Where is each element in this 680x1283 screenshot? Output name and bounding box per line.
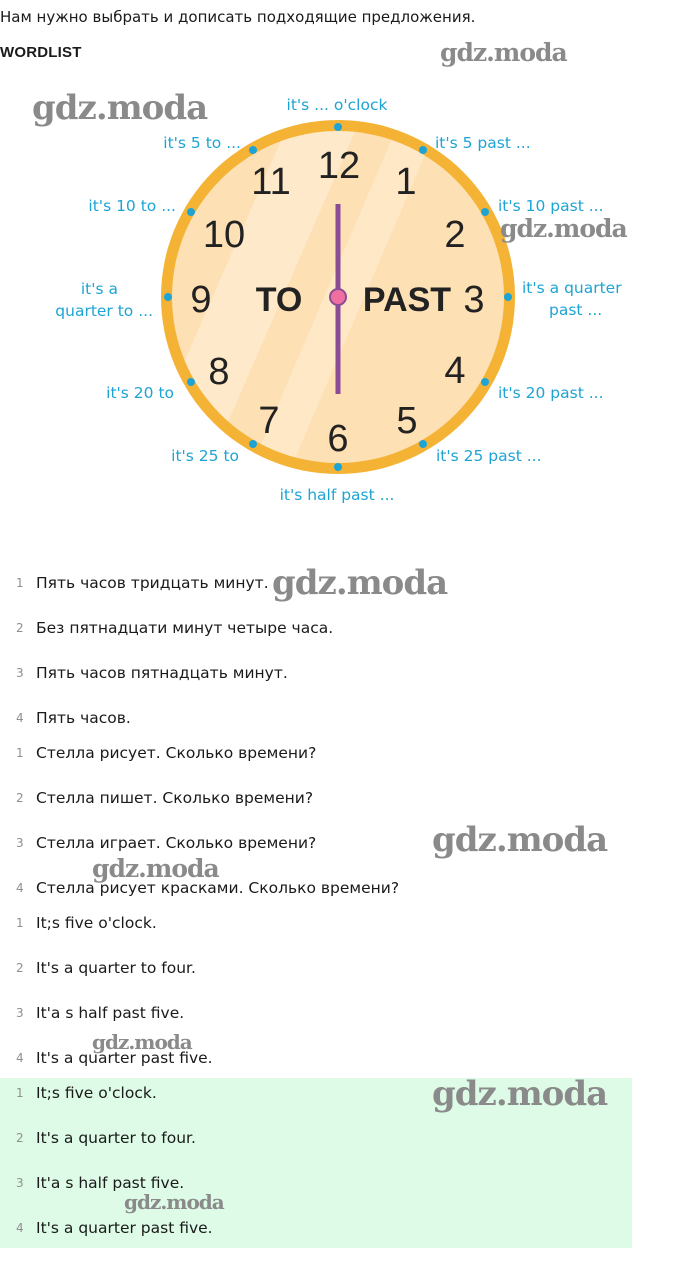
intro-text: Нам нужно выбрать и дописать подходящие предложения. xyxy=(0,8,476,26)
watermark: gdz.moda xyxy=(500,214,627,243)
item-text: Пять часов. xyxy=(36,709,131,727)
watermark: gdz.moda xyxy=(124,1190,224,1214)
item-number: 4 xyxy=(16,881,24,895)
item-number: 4 xyxy=(16,1051,24,1065)
item-text: Стелла рисует. Сколько времени? xyxy=(36,744,317,762)
clock-number-9: 9 xyxy=(190,279,212,321)
watermark: gdz.moda xyxy=(272,563,448,603)
item-number: 1 xyxy=(16,1086,24,1100)
item-number: 2 xyxy=(16,1131,24,1145)
phrase-twenty-to: it's 20 to xyxy=(106,384,174,402)
clock-number-2: 2 xyxy=(444,214,466,256)
watermark: gdz.moda xyxy=(92,854,219,883)
clock-number-3: 3 xyxy=(463,279,485,321)
clock-number-5: 5 xyxy=(396,400,418,442)
item-text: It's a quarter to four. xyxy=(36,1129,196,1147)
clock-past-label: PAST xyxy=(362,281,452,319)
item-text: It;s five o'clock. xyxy=(36,1084,157,1102)
item-text: Пять часов пятнадцать минут. xyxy=(36,664,288,682)
clock-number-10: 10 xyxy=(202,214,246,256)
list-item xyxy=(0,662,640,692)
phrase-five-past: it's 5 past ... xyxy=(435,134,531,152)
clock-number-8: 8 xyxy=(208,351,230,393)
phrase-oclock: it's ... o'clock xyxy=(286,96,388,114)
clock-center xyxy=(330,289,346,305)
clock-number-11: 11 xyxy=(251,161,291,203)
watermark: gdz.moda xyxy=(432,820,608,860)
list-item xyxy=(0,912,640,942)
item-number: 1 xyxy=(16,746,24,760)
item-text: Стелла пишет. Сколько времени? xyxy=(36,789,314,807)
item-text: It's a quarter to four. xyxy=(36,959,196,977)
clock-illustration xyxy=(0,80,680,520)
item-number: 1 xyxy=(16,576,24,590)
item-text: Пять часов тридцать минут. xyxy=(36,574,269,592)
list-item xyxy=(0,1172,640,1202)
item-number: 3 xyxy=(16,836,24,850)
list-item xyxy=(0,617,640,647)
item-text: Стелла рисует красками. Сколько времени? xyxy=(36,879,400,897)
clock-number-12: 12 xyxy=(317,145,361,187)
watermark: gdz.moda xyxy=(432,1074,608,1114)
phrase-twentyfive-to: it's 25 to xyxy=(171,447,239,465)
clock-number-4: 4 xyxy=(444,350,466,392)
item-number: 2 xyxy=(16,791,24,805)
item-number: 2 xyxy=(16,961,24,975)
item-number: 1 xyxy=(16,916,24,930)
phrase-quarter-to-2: quarter to ... xyxy=(55,302,153,320)
item-text: Без пятнадцати минут четыре часа. xyxy=(36,619,334,637)
item-number: 3 xyxy=(16,666,24,680)
clock-to-label: TO xyxy=(255,281,303,319)
phrase-half-past: it's half past ... xyxy=(279,486,395,504)
phrase-quarter-past-2: past ... xyxy=(549,301,603,319)
clock-number-6: 6 xyxy=(327,418,349,460)
phrase-five-to: it's 5 to ... xyxy=(163,134,241,152)
list-item xyxy=(0,742,640,772)
phrase-quarter-to-1: it's a xyxy=(80,280,118,298)
list-item xyxy=(0,1127,640,1157)
watermark: gdz.moda xyxy=(32,88,208,128)
clock-number-7: 7 xyxy=(258,400,280,442)
phrase-twenty-past: it's 20 past ... xyxy=(498,384,604,402)
list-item xyxy=(0,707,640,737)
item-text: It's a quarter past five. xyxy=(36,1219,213,1237)
list-item xyxy=(0,787,640,817)
phrase-ten-to: it's 10 to ... xyxy=(88,197,176,215)
phrase-twentyfive-past: it's 25 past ... xyxy=(436,447,542,465)
item-number: 3 xyxy=(16,1176,24,1190)
phrase-ten-past: it's 10 past ... xyxy=(498,197,604,215)
watermark: gdz.moda xyxy=(92,1030,192,1054)
list-item xyxy=(0,957,640,987)
item-number: 3 xyxy=(16,1006,24,1020)
item-number: 2 xyxy=(16,621,24,635)
list-item xyxy=(0,1002,640,1032)
clock-number-1: 1 xyxy=(395,161,417,203)
item-number: 4 xyxy=(16,711,24,725)
item-text: It'a s half past five. xyxy=(36,1004,185,1022)
item-text: Стелла играет. Сколько времени? xyxy=(36,834,317,852)
item-number: 4 xyxy=(16,1221,24,1235)
phrase-quarter-past-1: it's a quarter xyxy=(522,279,622,297)
item-text: It's a quarter past five. xyxy=(36,1049,213,1067)
wordlist-title: WORDLIST xyxy=(0,44,82,61)
item-text: It'a s half past five. xyxy=(36,1174,185,1192)
watermark: gdz.moda xyxy=(440,38,567,67)
item-text: It;s five o'clock. xyxy=(36,914,157,932)
list-item xyxy=(0,1217,640,1247)
